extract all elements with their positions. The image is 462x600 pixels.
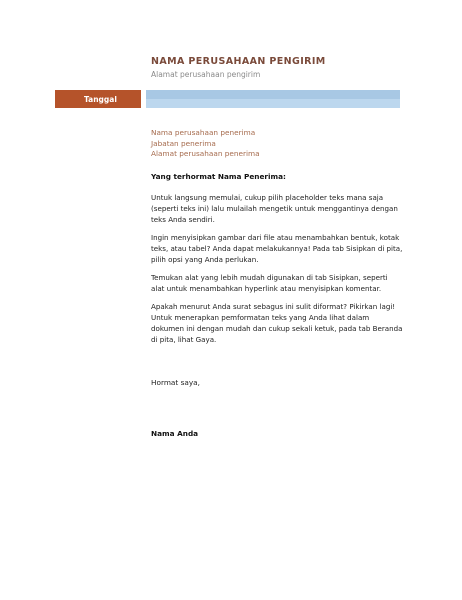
closing: Hormat saya,	[151, 378, 200, 387]
date-label: Tanggal	[84, 94, 117, 104]
body-paragraph: Temukan alat yang lebih mudah digunakan di tab Sisipkan, seperti alat untuk menambahkan hyperlink atau menyisipkan komentar.	[151, 272, 388, 293]
signature-name: Nama Anda	[151, 429, 199, 438]
company-name: NAMA PERUSAHAAN PENGIRIM	[151, 56, 326, 67]
salutation: Yang terhormat Nama Penerima:	[151, 172, 286, 181]
recipient-title: Jabatan penerima	[151, 138, 216, 148]
company-address: Alamat perusahaan pengirim	[151, 70, 261, 79]
letter-body	[151, 193, 403, 353]
header-accent-bar	[146, 90, 400, 108]
body-paragraph: Untuk langsung memulai, cukup pilih placeholder teks mana saja (seperti teks ini) lalu mulailah mengetik untuk menggantinya dengan teks Anda sendiri.	[151, 193, 398, 224]
body-paragraph: Ingin menyisipkan gambar dari file atau menambahkan bentuk, kotak teks, atau tabel? Anda dapat melakukannya! Pada tab Sisipkan di pita, pilih opsi yang Anda perlukan.	[151, 232, 403, 264]
body-paragraph: Apakah menurut Anda surat sebagus ini sulit diformat? Pikirkan lagi! Untuk menerapkan pemformatan teks yang Anda lihat dalam dokumen ini dengan mudah dan cukup sekali ketuk, pada tab Beranda di pita, lihat Gaya.	[151, 302, 403, 344]
recipient-company: Nama perusahaan penerima	[151, 128, 256, 137]
recipient-block	[151, 128, 260, 160]
recipient-address: Alamat perusahaan penerima	[151, 149, 260, 158]
date-bar	[55, 90, 141, 108]
